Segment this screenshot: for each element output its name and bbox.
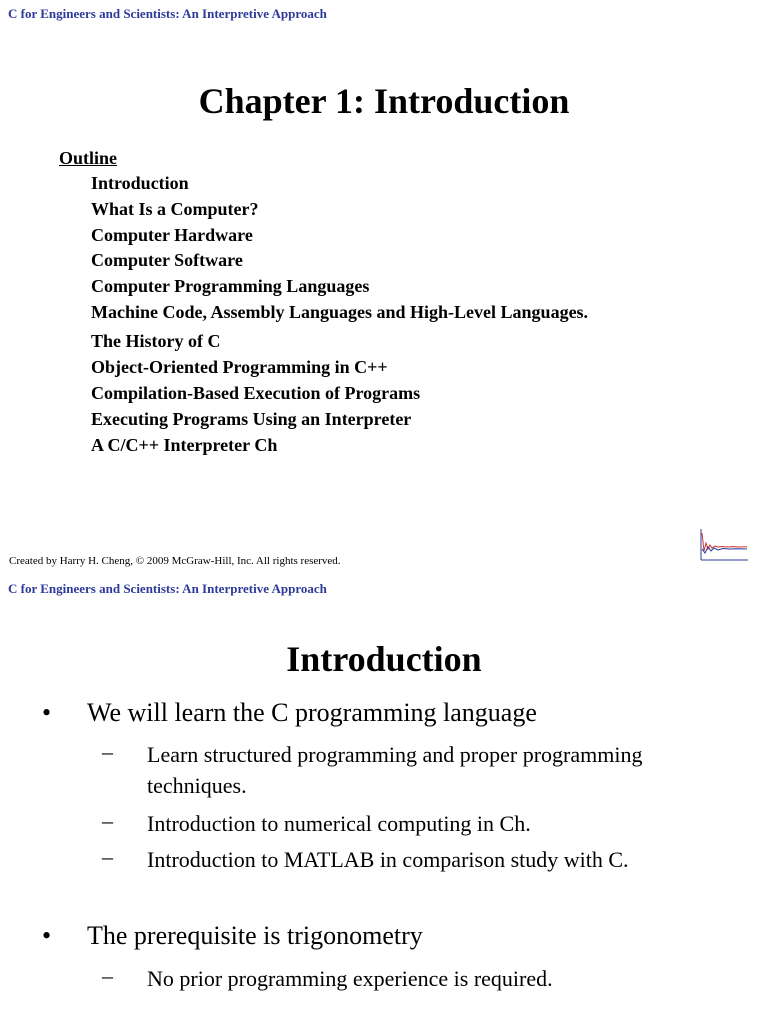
bullet-item (0, 921, 768, 955)
sub-bullet-marker: – (102, 808, 113, 833)
sub-bullet-marker: – (102, 844, 113, 869)
bullet-item (0, 698, 768, 732)
outline-item: Object-Oriented Programming in C++ (91, 357, 388, 377)
sub-bullet-marker: – (102, 739, 113, 764)
sub-bullet-text: Learn structured programming and proper programming techniques. (147, 742, 643, 798)
outline-item: Machine Code, Assembly Languages and High-Level Languages. (91, 302, 589, 322)
sub-bullet-item (0, 844, 768, 876)
waveform-logo-icon (699, 527, 749, 561)
sub-bullet-text: Introduction to numerical computing in Ch. (147, 811, 531, 836)
sub-bullet-item (0, 963, 768, 995)
sub-bullet-item (0, 739, 768, 803)
bullet-text: We will learn the C programming language (87, 698, 537, 727)
sub-bullet-text: No prior programming experience is required. (147, 966, 553, 991)
slide-2 (0, 576, 768, 1024)
outline-item: Computer Hardware (91, 225, 253, 245)
outline-heading: Outline (59, 148, 118, 168)
slide-title: Introduction (286, 639, 482, 679)
outline-item: Introduction (91, 173, 189, 193)
slide-title: Chapter 1: Introduction (198, 81, 570, 121)
outline-item: The History of C (91, 331, 221, 351)
sub-bullet-marker: – (102, 963, 113, 988)
bullet-text: The prerequisite is trigonometry (87, 921, 423, 950)
outline-item: Computer Programming Languages (91, 276, 370, 296)
sub-bullet-item (0, 808, 768, 840)
slide-header: C for Engineers and Scientists: An Interpretive Approach (8, 6, 327, 21)
outline-item: What Is a Computer? (91, 199, 259, 219)
copyright-footer: Created by Harry H. Cheng, © 2009 McGraw-Hill, Inc. All rights reserved. (9, 555, 341, 567)
sub-bullet-text: Introduction to MATLAB in comparison study with C. (147, 847, 629, 872)
outline-item: Compilation-Based Execution of Programs (91, 383, 421, 403)
bullet-marker: • (42, 698, 52, 727)
outline-item: Computer Software (91, 250, 243, 270)
outline-item: Executing Programs Using an Interpreter (91, 409, 412, 429)
bullet-marker: • (42, 921, 52, 950)
slide-header: C for Engineers and Scientists: An Interpretive Approach (8, 581, 327, 596)
outline-item: A C/C++ Interpreter Ch (91, 435, 278, 455)
